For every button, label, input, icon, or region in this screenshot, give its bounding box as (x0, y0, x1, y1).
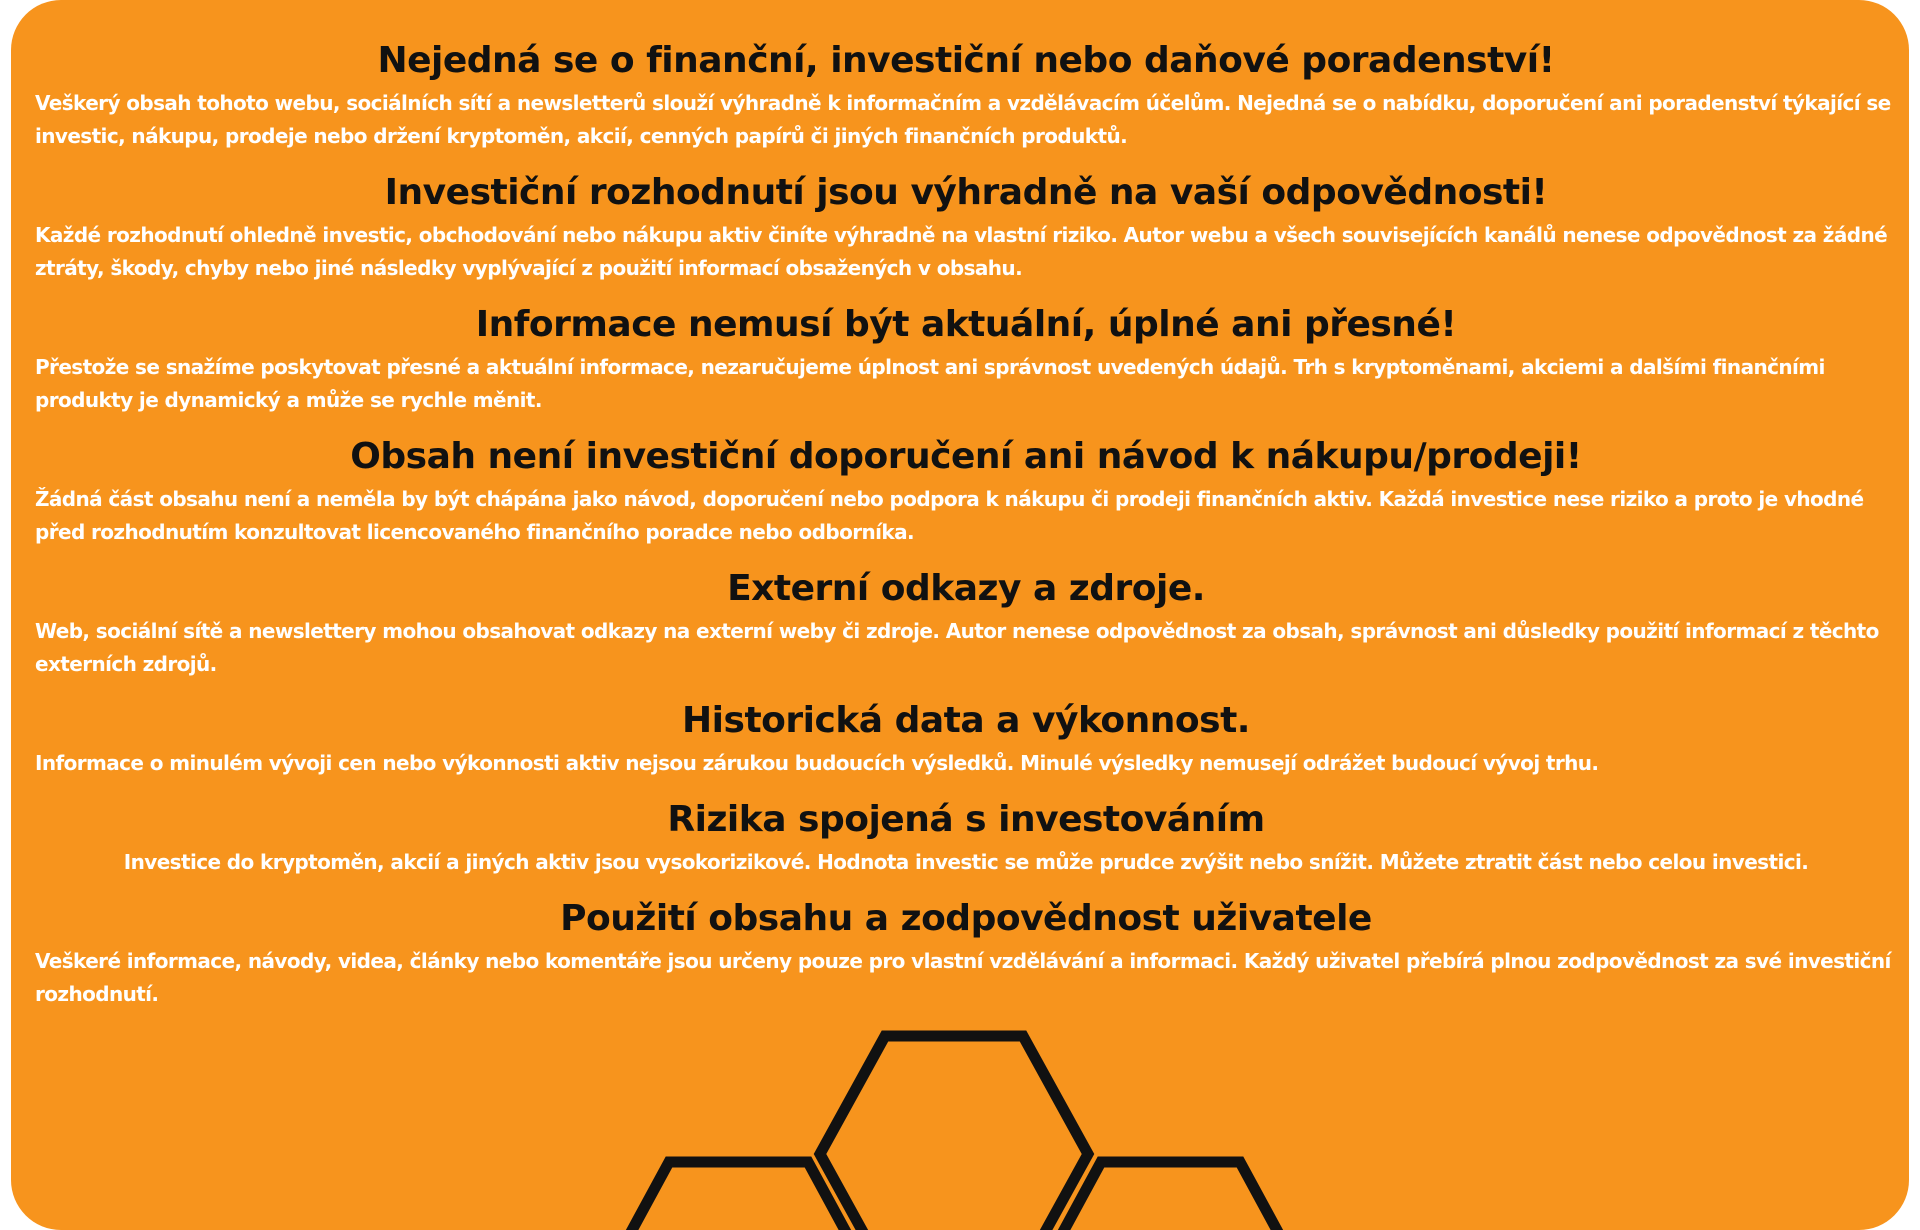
section-heading: Externí odkazy a zdroje. (727, 568, 1205, 609)
section-heading: Rizika spojená s investováním (667, 799, 1265, 840)
section-heading: Historická data a výkonnost. (682, 700, 1250, 741)
section-body: Informace o minulém vývoji cen nebo výkonnosti aktiv nejsou zárukou budoucích výsledků. Minulé výsledky nemusejí odrážet budoucí vývoj trhu. (35, 751, 1599, 775)
disclaimer-section-risks (35, 794, 1897, 879)
section-body: Každé rozhodnutí ohledně investic, obchodování nebo nákupu aktiv činíte výhradně na vlastní riziko. Autor webu a všech souvisejících kanálů nenese odpovědnost za žádné ztráty, škody, chyby nebo jiné následky vyplývající z použití informací obsažených v obsahu. (35, 223, 1888, 280)
section-heading: Použití obsahu a zodpovědnost uživatele (560, 898, 1372, 939)
disclaimer-card (11, 0, 1909, 1230)
disclaimer-content (35, 35, 1897, 1025)
section-body: Přestože se snažíme poskytovat přesné a aktuální informace, nezaručujeme úplnost ani správnost uvedených údajů. Trh s kryptoměnami, akciemi a dalšími finančními produkty je dynamický a může se rychle měnit. (35, 355, 1825, 412)
disclaimer-section-responsibility (35, 167, 1897, 285)
hexagon-left (605, 1162, 872, 1230)
section-body: Veškeré informace, návody, videa, články nebo komentáře jsou určeny pouze pro vlastní vzdělávání a informaci. Každý uživatel přebírá plnou zodpovědnost za své investiční rozhodnutí. (35, 949, 1891, 1006)
section-body: Investice do kryptoměn, akcií a jiných aktiv jsou vysokorizikové. Hodnota investic se může prudce zvýšit nebo snížit. Můžete ztratit část nebo celou investici. (123, 850, 1809, 874)
hexagon-right (1037, 1162, 1304, 1230)
section-body: Žádná část obsahu není a neměla by být chápána jako návod, doporučení nebo podpora k nákupu či prodeji finančních aktiv. Každá investice nese riziko a proto je vhodné před rozhodnutím konzultovat licencovaného finančního poradce nebo odborníka. (35, 487, 1864, 544)
disclaimer-section-external-links (35, 563, 1897, 681)
section-heading: Investiční rozhodnutí jsou výhradně na vaší odpovědnosti! (384, 172, 1548, 213)
section-heading: Nejedná se o finanční, investiční nebo daňové poradenství! (377, 40, 1555, 81)
section-heading: Informace nemusí být aktuální, úplné ani přesné! (475, 304, 1457, 345)
section-body: Web, sociální sítě a newslettery mohou obsahovat odkazy na externí weby či zdroje. Autor nenese odpovědnost za obsah, správnost ani důsledky použití informací z těchto externích zdrojů. (35, 619, 1879, 676)
hexagon-center (820, 1036, 1088, 1230)
section-body: Veškerý obsah tohoto webu, sociálních sítí a newsletterů slouží výhradně k informačním a vzdělávacím účelům. Nejedná se o nabídku, doporučení ani poradenství týkající se investic, nákupu, prodeje nebo držení kryptoměn, akcií, cenných papírů či jiných finančních produktů. (35, 91, 1891, 148)
disclaimer-section-user-responsibility (35, 893, 1897, 1011)
disclaimer-section-accuracy (35, 299, 1897, 417)
section-heading: Obsah není investiční doporučení ani návod k nákupu/prodeji! (350, 436, 1582, 477)
disclaimer-section-recommendation (35, 431, 1897, 549)
disclaimer-section-historical-data (35, 695, 1897, 780)
disclaimer-section-advice (35, 35, 1897, 153)
